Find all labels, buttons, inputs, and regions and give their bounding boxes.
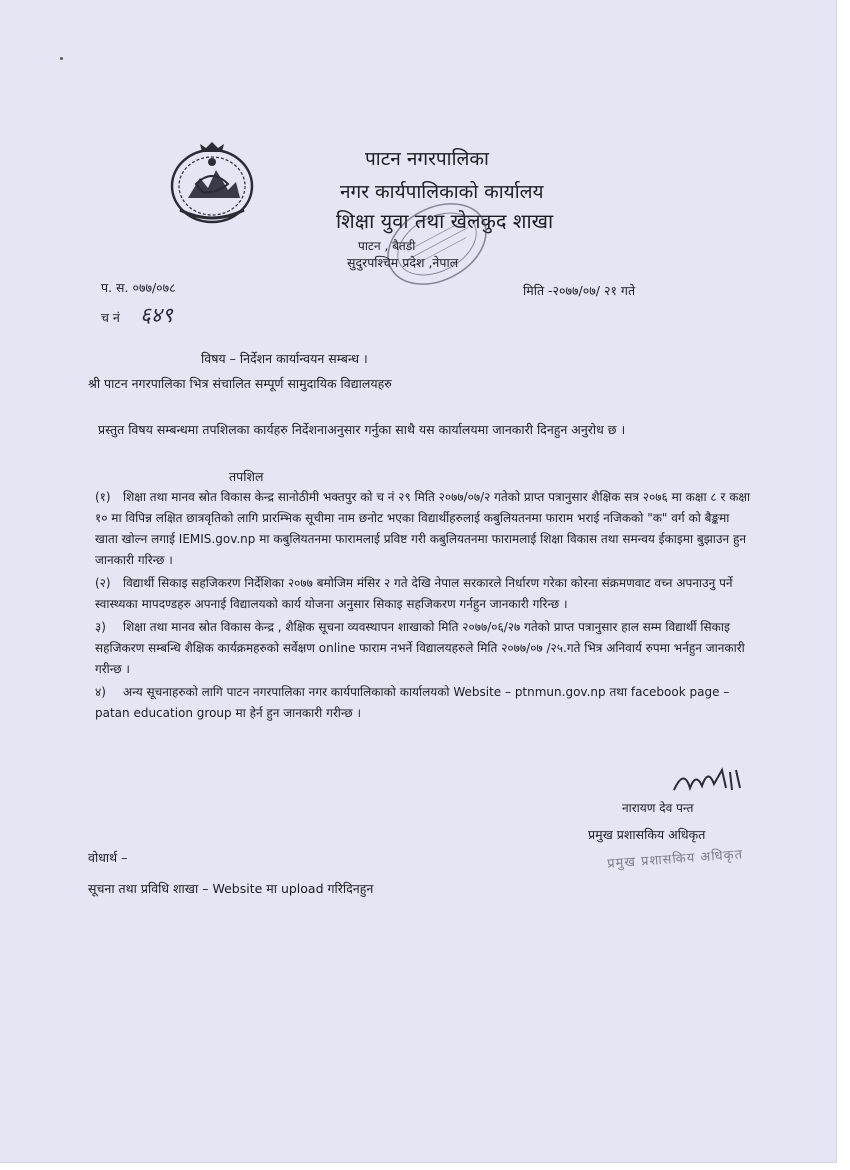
tapshil-heading: तपशिल [229,469,264,484]
letter-date: मिति -२०७७/०७/ २१ गते [523,283,636,298]
list-item [95,617,755,680]
scan-speck [60,57,63,60]
item-text: अन्य सूचनाहरुको लागि पाटन नगरपालिका नगर कार्यपालिकाको कार्यालयको Website – ptnmun.gov.np तथा facebook page –patan education group मा हेर्न हुन जानकारी गरीन्छ । [95,685,730,720]
item-text: विद्यार्थी सिकाइ सहजिकरण निर्देशिका २०७७ बमोजिम मंसिर २ गते देखि नेपाल सरकारले निर्धारण गरेका कोरना संक्रमणवाट वच्न अपनाउनु पर्ने स्वास्थ्यका मापदण्डहरु अपनाई विद्यालयको कार्य योजना अनुसार सिकाइ सहजिकरण गर्नहुन जानकारी गरिन्छ । [95,576,733,611]
chalani-number: ६४९ [140,303,173,327]
intro-paragraph: प्रस्तुत विषय सम्बन्धमा तपशिलका कार्यहरु निर्देशनाअनुसार गर्नुका साथै यस कार्यालयमा जानकारी दिनहुन अनुरोध छ । [98,422,626,437]
cc-recipient: सूचना तथा प्रविधि शाखा – Website मा upload गरिदिनहुन [88,881,374,896]
list-item [95,682,755,724]
instruction-list [95,487,755,726]
signatory-title: प्रमुख प्रशासकिय अधिकृत [588,827,706,842]
header-location: पाटन , बैतडी [358,239,416,253]
item-text: शिक्षा तथा मानव स्रोत विकास केन्द्र , शैक्षिक सूचना व्यवस्थापन शाखाको मिति २०७७/०६/२७ गतेको प्राप्त पत्रानुसार हाल सम्म विद्यार्थी सिकाइ सहजिकरण सम्बन्धि शैक्षिक कार्यक्रमहरुको सर्वेक्षण online फाराम नभर्ने विद्यालयहरुले मिति २०७७/०७ /२५.गते भित्र अनिवार्य रुपमा भर्नहुन जानकारी गरीन्छ । [95,620,745,676]
item-number: ३) [95,620,106,634]
header-province: सुदुरपश्चिम प्रदेश ,नेपाल [347,255,459,270]
chalani-label: च नं [101,310,120,325]
item-number: ४) [95,685,106,699]
item-number: (२) [95,576,111,590]
subject-line: विषय – निर्देशन कार्यान्वयन सम्बन्ध । [201,351,368,366]
reference-ps: प. स. ०७७/०७८ [101,280,176,295]
cc-label: वोधार्थ – [88,850,128,865]
header-office: नगर कार्यपालिकाको कार्यालय [340,181,544,203]
addressee-line: श्री पाटन नगरपालिका भित्र संचालित सम्पूर्ण सामुदायिक विद्यालयहरु [88,376,392,391]
signature-icon [670,764,750,798]
signatory-name: नारायण देव पन्त [622,801,694,815]
header-section: शिक्षा युवा तथा खेलकुद शाखा [336,209,554,233]
item-number: (१) [95,490,111,504]
list-item [95,487,755,571]
nepal-emblem-icon [166,140,258,226]
list-item [95,573,755,615]
header-municipality: पाटन नगरपालिका [365,148,489,170]
item-text: शिक्षा तथा मानव स्रोत विकास केन्द्र सानोठीमी भक्तपुर को च नं २९ मिति २०७७/०७/२ गतेको प्राप्त पत्रानुसार शैक्षिक सत्र २०७६ मा कक्षा ८ र कक्षा १० मा विपिन्न लक्षित छात्रवृतिको लागि प्रारम्भिक सूचीमा नाम छनोट भएका विद्यार्थीहरुलाई कबुलियतनमा फाराम भराई नजिकको "क" वर्ग को बैङ्कमा खाता खोल्न लगाई IEMIS.gov.np मा कबुलियतनमा फारामलाई प्रविष्ट गरी कबुलियतनमा फारामलाई शिक्षा विकास तथा समन्वय ईकाइमा बुझाउन हुन जानकारी गरिन्छ । [95,490,751,567]
signatory-stamp: प्रमुख प्रशासकिय अधिकृत [606,847,744,872]
office-stamp-icon [378,196,496,292]
